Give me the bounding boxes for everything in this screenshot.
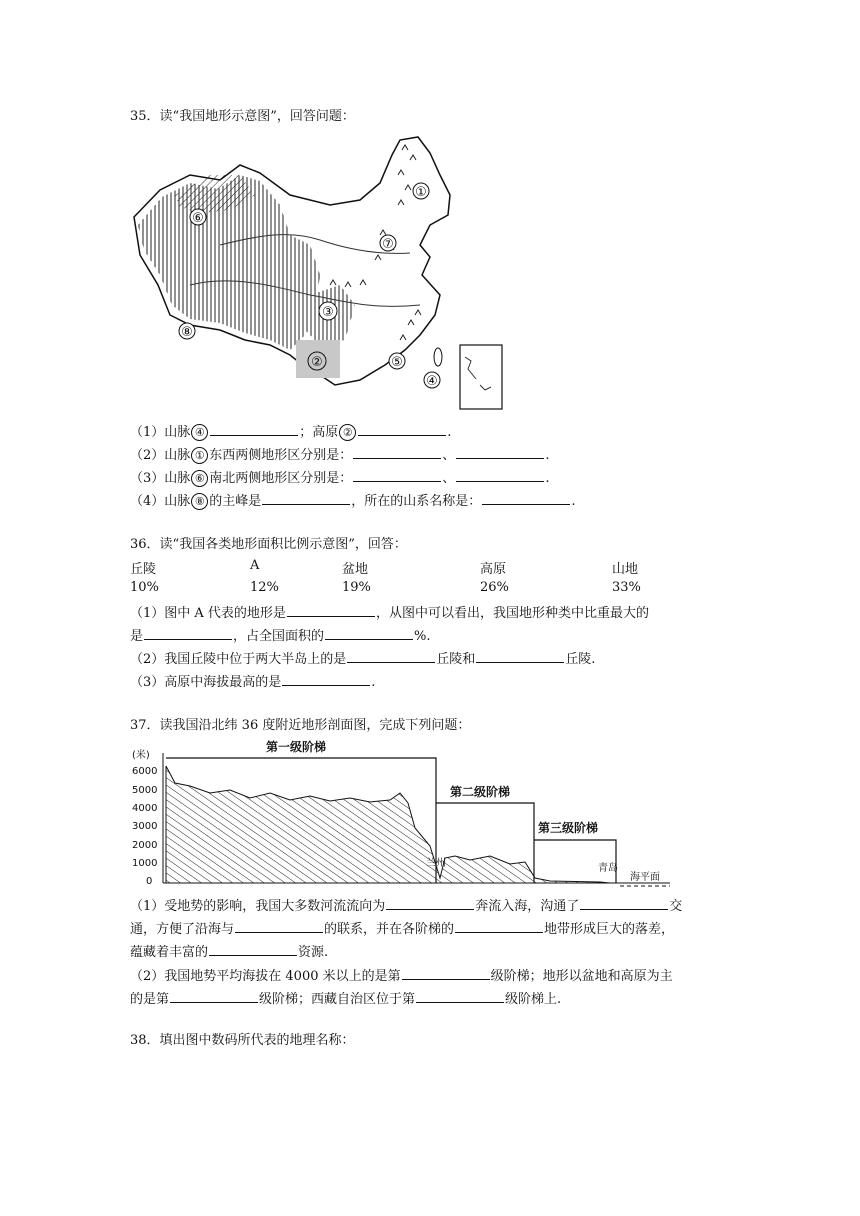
marker-2: ② — [311, 355, 323, 370]
q37-p2-line1: （2）我国地势平均海拔在 4000 米以上的是第 级阶梯；地形以盆地和高原为主 — [130, 966, 673, 986]
q35-line1: （1）山脉 ④ ；高原 ② . — [130, 422, 451, 442]
value-plateau: 26% — [480, 580, 509, 595]
value-a: 12% — [250, 580, 279, 595]
header-mountain: 山地 — [612, 562, 639, 577]
header-basin: 盆地 — [342, 562, 369, 577]
city-lanzhou: 兰州 — [426, 858, 446, 869]
sea-level: 海平面 — [630, 872, 660, 883]
q38-title: 38．填出图中数码所代表的地理名称： — [130, 1033, 355, 1048]
q36-title: 36．读“我国各类地形面积比例示意图”，回答： — [130, 537, 407, 552]
terrain-profile — [130, 738, 675, 890]
marker-5: ⑤ — [391, 355, 403, 370]
value-hills: 10% — [130, 580, 159, 595]
marker-4: ④ — [426, 374, 438, 389]
y-tick: 2000 — [132, 840, 158, 851]
y-unit: (米) — [132, 750, 150, 761]
marker-7: ⑦ — [382, 237, 394, 252]
q36-q3: （3）高原中海拔最高的是 . — [130, 672, 375, 692]
q36-q2: （2）我国丘陵中位于两大半岛上的是 丘陵和 丘陵. — [130, 649, 595, 669]
y-tick: 1000 — [132, 858, 158, 869]
china-terrain-map — [130, 135, 510, 415]
step1-label: 第一级阶梯 — [266, 740, 327, 754]
q35-line3: （3）山脉 ⑥ 南北两侧地形区分别是： 、 . — [130, 468, 549, 488]
y-tick: 0 — [146, 876, 153, 887]
value-basin: 19% — [342, 580, 371, 595]
marker-8: ⑧ — [181, 325, 193, 340]
q37-p1-line2: 通，方便了沿海与 的联系，并在各阶梯的 地带形成巨大的落差， — [130, 919, 674, 939]
q37-title: 37．读我国沿北纬 36 度附近地形剖面图，完成下列问题： — [130, 718, 471, 733]
q35-line4: （4）山脉 ⑧ 的主峰是 ，所在的山系名称是： . — [130, 491, 575, 511]
header-a: A — [250, 558, 260, 573]
value-mountain: 33% — [612, 580, 641, 595]
y-tick: 3000 — [132, 821, 158, 832]
marker-1: ① — [415, 185, 427, 200]
step2-label: 第二级阶梯 — [450, 785, 511, 799]
y-tick: 5000 — [132, 785, 158, 796]
y-tick: 4000 — [132, 803, 158, 814]
q36-q1-line2: 是 ，占全国面积的 %. — [130, 626, 431, 646]
q37-p1-line1: （1）受地势的影响，我国大多数河流流向为 奔流入海，沟通了 交 — [130, 896, 682, 916]
q35-title: 35．读“我国地形示意图”，回答问题： — [130, 109, 355, 124]
q37-p1-line3: 蕴藏着丰富的 资源. — [130, 942, 328, 962]
q36-q1-line1: （1）图中 A 代表的地形是 ，从图中可以看出，我国地形种类中比重最大的 — [130, 603, 649, 623]
header-plateau: 高原 — [480, 562, 507, 577]
step3-label: 第三级阶梯 — [538, 821, 599, 835]
city-qingdao: 青岛 — [598, 863, 618, 874]
y-tick: 6000 — [132, 766, 158, 777]
marker-6: ⑥ — [192, 211, 204, 226]
q35-line2: （2）山脉 ① 东西两侧地形区分别是： 、 . — [130, 445, 549, 465]
header-hills: 丘陵 — [130, 562, 157, 577]
marker-3: ③ — [322, 305, 334, 320]
q37-p2-line2: 的是第 级阶梯；西藏自治区位于第 级阶梯上. — [130, 989, 561, 1009]
